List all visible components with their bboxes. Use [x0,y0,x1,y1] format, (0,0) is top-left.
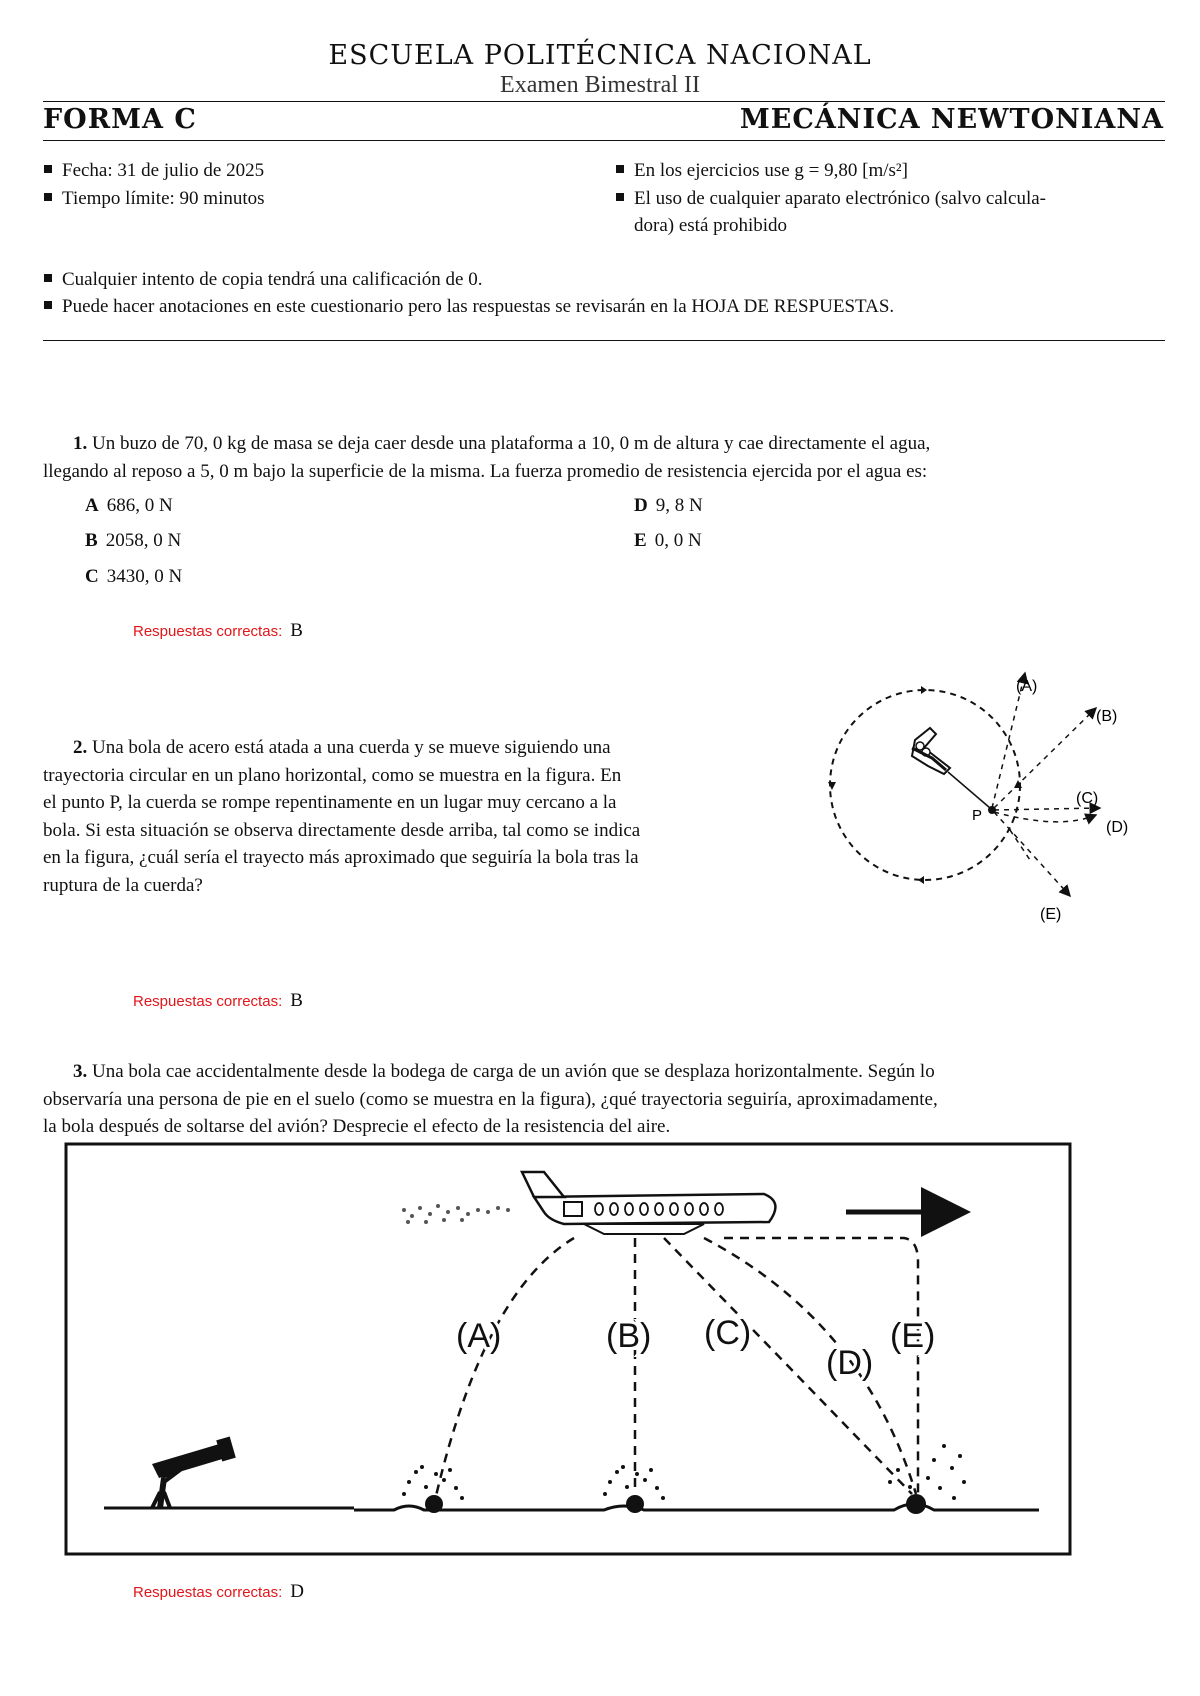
label-b: (B) [1096,708,1118,725]
label-a: (A) [1016,678,1038,695]
q1-option-e[interactable]: E 0, 0 N [634,530,702,551]
question-3: 3. Una bola cae accidentalmente desde la bodega de carga de un avión que se desplaza horizontalmente. Según lo observaría una persona de pie en el suelo (como se muestra en la figura), ¿qué trayectoria seguiría, aproximadamente, la bola después de soltarse del avión? Desprecie el efecto de la resistencia del aire. [43,1061,938,1137]
q1-option-c[interactable]: C 3430, 0 N [85,566,183,587]
q3-answer: Respuestas correctas: D [133,1581,304,1602]
circular-path [830,690,1020,880]
q2-answer: Respuestas correctas: B [133,990,303,1011]
instruction-time: Tiempo límite: 90 minutos [44,185,265,212]
instruction-date: Fecha: 31 de julio de 2025 [44,157,264,184]
label-p: P [972,807,983,824]
label-e: (E) [1040,906,1062,923]
header-rule-bottom [43,140,1165,141]
bullet-icon [44,274,52,282]
question-2: 2. Una bola de acero está atada a una cuerda y se mueve siguiendo una trayectoria circular en un plano horizontal, como se muestra en la figura. En el punto P, la cuerda se rompe repentinamente en un lugar muy cercano a la bola. Si esta situación se observa directamente desde arriba, tal como se indica en la figura, ¿cuál sería el trayecto más aproximado que seguiría la bola tras la ruptura de la cuerda? [43,737,641,896]
string [948,772,990,808]
instructions-rule [43,340,1165,341]
q1-answer: Respuestas correctas: B [133,620,303,641]
header-rule-top [43,101,1165,102]
subject-label: MECÁNICA NEWTONIANA [739,104,1164,135]
airplane-drop-figure [64,1142,1072,1556]
instruction-electronics: El uso de cualquier aparato electrónico (salvo calcula- [616,185,1046,212]
bullet-icon [616,193,624,201]
path-c [994,808,1100,810]
bullet-icon [616,165,624,173]
label-e: (E) [890,1317,936,1355]
instruction-gravity: En los ejercicios use g = 9,80 [m/s²] [616,157,908,184]
path-d [994,812,1096,822]
label-c: (C) [1076,790,1099,807]
label-b: (B) [606,1317,652,1355]
label-d: (D) [826,1344,874,1382]
q1-option-d[interactable]: D 9, 8 N [634,495,703,516]
label-d: (D) [1106,819,1129,836]
path-e [994,812,1070,896]
institution-title: ESCUELA POLITÉCNICA NACIONAL [328,40,872,71]
label-c: (C) [704,1314,752,1352]
hand-icon [912,728,950,774]
form-label: FORMA C [43,104,197,135]
question-1: 1. Un buzo de 70, 0 kg de masa se deja caer desde una plataforma a 10, 0 m de altura y cae directamente el agua, llegando al reposo a 5, 0 m bajo la superficie de la misma. La fuerza promedio de resistencia ejercida por el agua es: [43,433,931,482]
instruction-notes: Puede hacer anotaciones en este cuestionario pero las respuestas se revisarán en la HOJA DE RESPUESTAS. [44,293,894,320]
q1-option-a[interactable]: A 686, 0 N [85,495,173,516]
bullet-icon [44,165,52,173]
instruction-copy: Cualquier intento de copia tendrá una calificación de 0. [44,266,482,293]
q1-option-b[interactable]: B 2058, 0 N [85,530,182,551]
exam-title: Examen Bimestral II [500,72,700,98]
bullet-icon [44,193,52,201]
instruction-electronics-cont: dora) está prohibido [634,215,788,236]
circular-motion-figure [820,670,1140,960]
label-a: (A) [456,1317,502,1355]
bullet-icon [44,301,52,309]
